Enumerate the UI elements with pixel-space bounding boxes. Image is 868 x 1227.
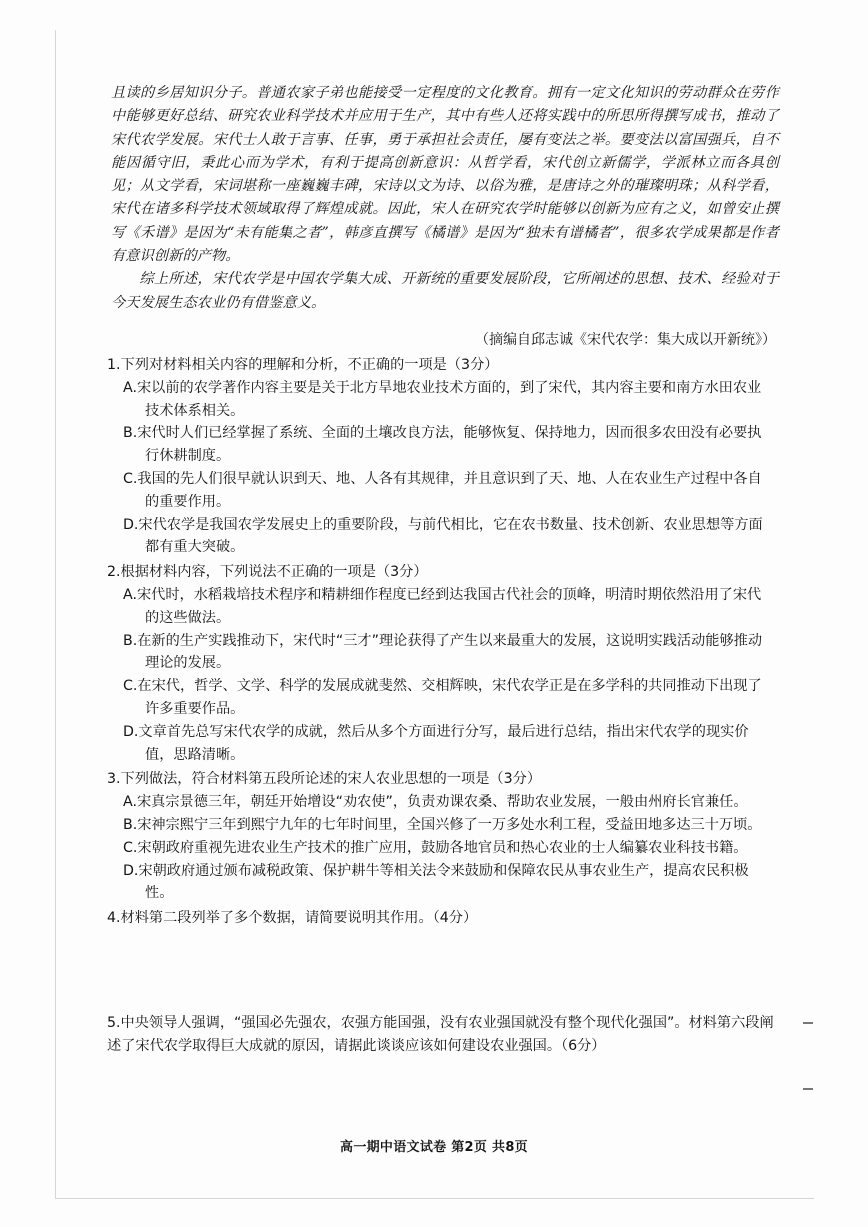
scan-mark	[803, 1022, 813, 1024]
option-c: C.我国的先人们很早就认识到天、地、人各有其规律，并且意识到了天、地、人在农业生产过程中各自的重要作用。	[123, 470, 762, 510]
option-b: B.宋代时人们已经掌握了系统、全面的土壤改良方法，能够恢复、保持地力，因而很多农田没有必要执行休耕制度。	[123, 425, 762, 465]
question-4	[107, 907, 775, 1010]
option-d: D.宋朝政府通过颁布减税政策、保护耕牛等相关法令来鼓励和保障农民从事农业生产，提高农民积极性。	[123, 862, 749, 902]
reading-passage	[111, 82, 779, 315]
question-stem: 5.中央领导人强调，“强国必先强农，农强方能国强，没有农业强国就没有整个现代化强国”。材料第六段阐述了宋代农学取得巨大成就的原因，请据此谈谈应该如何建设农业强国。（6分）	[107, 1014, 774, 1054]
scan-mark	[803, 1088, 813, 1090]
passage-paragraph: 且读的乡居知识分子。普通农家子弟也能接受一定程度的文化教育。拥有一定文化知识的劳动群众在劳作中能够更好总结、研究农业科学技术并应用于生产，其中有些人还将实践中的所思所得撰写成书，推动了宋代农学发展。宋代士人敢于言事、任事，勇于承担社会责任，屡有变法之举。要变法以富国强兵，自不能因循守旧，秉此心而为学术，有利于提高创新意识：从哲学看，宋代创立新儒学，学派林立而各具创见；从文学看，宋词堪称一座巍巍丰碑，宋诗以文为诗、以俗为雅，是唐诗之外的璀璨明珠；从科学看，宋代在诸多科学技术领域取得了辉煌成就。因此，宋人在研究农学时能够以创新为应有之义，如曾安止撰写《禾谱》是因为“未有能集之者”，韩彦直撰写《橘谱》是因为“独未有谱橘者”，很多农学成果都是作者有意识创新的产物。	[111, 85, 779, 265]
question-stem: 4.材料第二段列举了多个数据，请简要说明其作用。（4分）	[107, 910, 478, 927]
passage-source: （摘编自邱志诚《宋代农学：集大成以开新统》）	[475, 332, 776, 348]
option-d: D.宋代农学是我国农学发展史上的重要阶段，与前代相比，它在农书数量、技术创新、农业思想等方面都有重大突破。	[123, 516, 763, 556]
option-a: A.宋真宗景德三年，朝廷开始增设“劝农使”，负责劝课农桑、帮助农业发展，一般由州府长官兼任。	[123, 794, 748, 811]
question-1	[107, 354, 775, 559]
answer-space	[107, 930, 775, 1010]
option-a: A.宋以前的农学著作内容主要是关于北方旱地农业技术方面的，到了宋代，其内容主要和南方水田农业技术体系相关。	[123, 379, 762, 419]
question-5	[107, 1012, 775, 1058]
question-2	[107, 561, 775, 766]
option-c: C.宋朝政府重视先进农业生产技术的推广应用，鼓励各地官员和热心农业的士人编纂农业科技书籍。	[123, 839, 748, 856]
question-3	[107, 768, 775, 905]
question-list	[107, 354, 775, 1060]
option-c: C.在宋代，哲学、文学、科学的发展成就斐然、交相辉映，宋代农学正是在多学科的共同推动下出现了许多重要作品。	[123, 678, 762, 717]
option-d: D.文章首先总写宋代农学的成就，然后从多个方面进行分写，最后进行总结，指出宋代农学的现实价值，思路清晰。	[123, 723, 749, 763]
option-b: B.宋神宗熙宁三年到熙宁九年的七年时间里，全国兴修了一万多处水利工程，受益田地多达三十万顷。	[123, 816, 762, 833]
page-footer: 高一期中语文试卷 第2页 共8页	[340, 1140, 528, 1155]
question-stem: 1.下列对材料相关内容的理解和分析，不正确的一项是（3分）	[107, 357, 499, 373]
passage-paragraph: 综上所述，宋代农学是中国农学集大成、开新统的重要发展阶段，它所阐述的思想、技术、经验对于今天发展生态农业仍有借鉴意义。	[111, 271, 779, 311]
question-stem: 3.下列做法，符合材料第五段所论述的宋人农业思想的一项是（3分）	[107, 771, 542, 788]
question-stem: 2.根据材料内容，下列说法不正确的一项是（3分）	[107, 564, 428, 581]
option-b: B.在新的生产实践推动下，宋代时“三才”理论获得了产生以来最重大的发展，这说明实践活动能够推动理论的发展。	[123, 632, 763, 672]
option-a: A.宋代时，水稻栽培技术程序和精耕细作程度已经到达我国古代社会的顶峰，明清时期依然沿用了宋代的这些做法。	[123, 586, 762, 626]
